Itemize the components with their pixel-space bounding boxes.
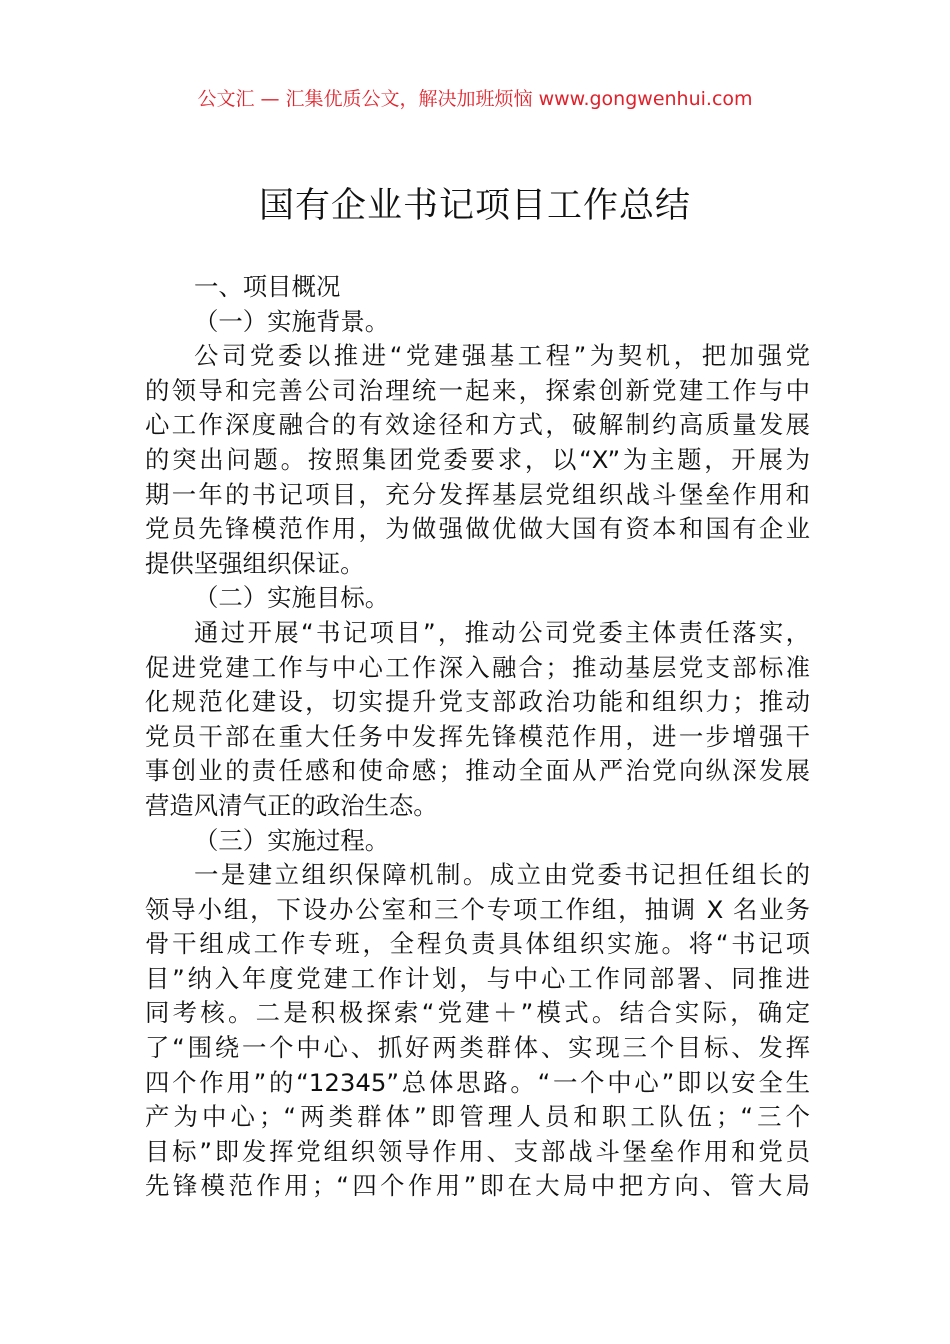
section-heading: 一、项目概况: [194, 272, 341, 301]
paragraph-line: 心工作深度融合的有效途径和方式，破解制约高质量发展: [145, 410, 810, 440]
paragraph-line: 的突出问题。按照集团党委要求，以“X”为主题，开展为: [145, 444, 810, 474]
paragraph-line: 期一年的书记项目，充分发挥基层党组织战斗堡垒作用和: [145, 479, 810, 509]
document-title: 国有企业书记项目工作总结: [258, 186, 691, 226]
paragraph-line: 提供坚强组织保证。: [145, 548, 365, 578]
paragraph-line: 四个作用”的“12345”总体思路。“一个中心”即以安全生: [145, 1067, 810, 1097]
paragraph-line: 了“围绕一个中心、抓好两类群体、实现三个目标、发挥: [145, 1033, 810, 1063]
subsection-heading: （二）实施目标。: [194, 583, 390, 613]
paragraph-line: 同考核。二是积极探索“党建＋”模式。结合实际，确定: [145, 998, 810, 1028]
paragraph-line: 营造风清气正的政治生态。: [145, 790, 438, 820]
paragraph-line: 目标”即发挥党组织领导作用、支部战斗堡垒作用和党员: [145, 1136, 810, 1166]
paragraph-line: 事创业的责任感和使命感；推动全面从严治党向纵深发展: [145, 756, 810, 786]
paragraph-line: 骨干组成工作专班，全程负责具体组织实施。将“书记项: [145, 929, 810, 959]
document-body: [145, 270, 810, 1204]
paragraph-line: 先锋模范作用；“四个作用”即在大局中把方向、管大局: [145, 1171, 810, 1201]
paragraph-line: 党员先锋模范作用，为做强做优做大国有资本和国有企业: [145, 514, 810, 544]
paragraph-line: 的领导和完善公司治理统一起来，探索创新党建工作与中: [145, 375, 810, 405]
paragraph-line: 目”纳入年度党建工作计划，与中心工作同部署、同推进: [145, 963, 810, 993]
paragraph-line: 公司党委以推进“党建强基工程”为契机，把加强党: [194, 341, 810, 371]
paragraph-line: 通过开展“书记项目”，推动公司党委主体责任落实，: [194, 617, 810, 647]
paragraph-line: 产为中心；“两类群体”即管理人员和职工队伍；“三个: [145, 1102, 810, 1132]
paragraph-line: 促进党建工作与中心工作深入融合；推动基层党支部标准: [145, 652, 810, 682]
paragraph-line: 化规范化建设，切实提升党支部政治功能和组织力；推动: [145, 687, 810, 717]
paragraph-line: 一是建立组织保障机制。成立由党委书记担任组长的: [194, 860, 810, 890]
paragraph-line: 领导小组，下设办公室和三个专项工作组，抽调 X 名业务: [145, 894, 810, 924]
subsection-heading: （三）实施过程。: [194, 825, 390, 855]
paragraph-line: 党员干部在重大任务中发挥先锋模范作用，进一步增强干: [145, 721, 810, 751]
watermark-banner: 公文汇 — 汇集优质公文，解决加班烦恼 www.gongwenhui.com: [197, 88, 753, 110]
subsection-heading: （一）实施背景。: [194, 306, 390, 336]
